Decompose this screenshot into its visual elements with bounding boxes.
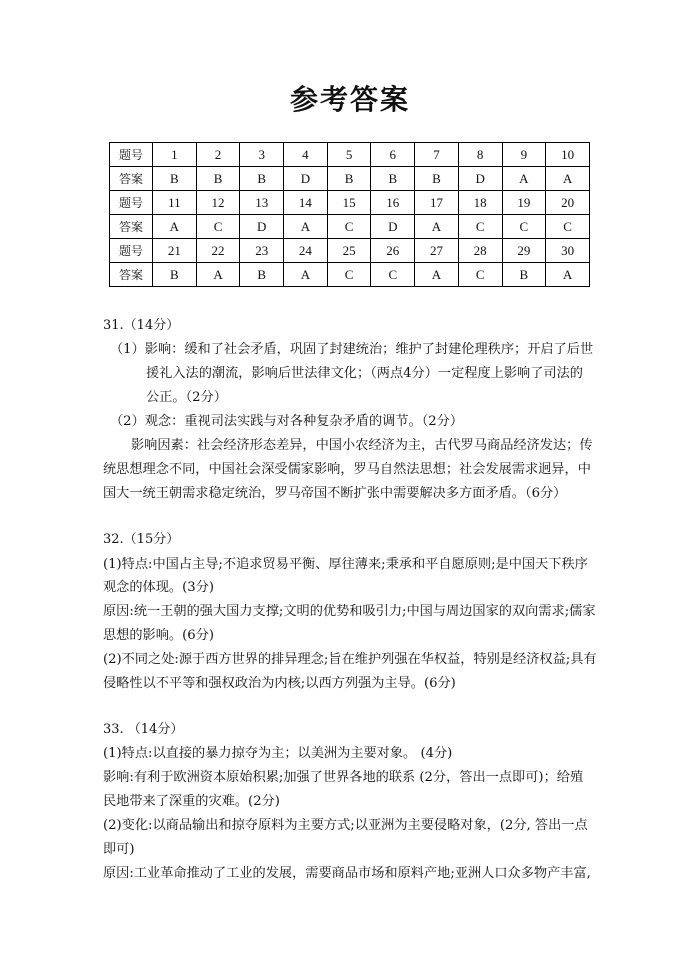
table-cell: 14	[284, 191, 328, 215]
table-cell: 18	[458, 191, 502, 215]
q31-header: 31.（14分）	[103, 318, 180, 333]
q31-line: 国大一统王朝需求稳定统治，罗马帝国不断扩张中需要解决多方面矛盾。（6分）	[103, 486, 567, 501]
table-cell: 28	[458, 239, 502, 263]
table-cell: 24	[284, 239, 328, 263]
table-cell: 25	[327, 239, 371, 263]
table-cell: A	[284, 215, 328, 239]
table-cell: B	[502, 263, 546, 287]
row-label: 题号	[110, 239, 153, 263]
table-cell: B	[153, 167, 197, 191]
q33-line: (1)特点:以直接的暴力掠夺为主；以美洲为主要对象。 (4分)	[103, 746, 453, 761]
table-cell: A	[415, 215, 459, 239]
row-label: 题号	[110, 191, 153, 215]
table-row	[110, 215, 590, 239]
table-cell: B	[327, 167, 371, 191]
table-cell: 8	[458, 143, 502, 167]
table-cell: 21	[153, 239, 197, 263]
table-cell: 6	[371, 143, 415, 167]
q33-line: 即可)	[103, 842, 135, 857]
table-cell: A	[415, 263, 459, 287]
q31-line: （2）观念：重视司法实践与对各种复杂矛盾的调节。（2分）	[110, 414, 464, 429]
q32-line: (2)不同之处:源于西方世界的排异理念;旨在维护列强在华权益，特别是经济权益;具有	[103, 652, 597, 667]
table-cell: D	[371, 215, 415, 239]
table-cell: 30	[546, 239, 590, 263]
table-cell: D	[284, 167, 328, 191]
table-cell: B	[153, 263, 197, 287]
table-cell: 22	[196, 239, 240, 263]
page-title: 参考答案	[289, 83, 410, 116]
table-cell: A	[284, 263, 328, 287]
table-row	[110, 263, 590, 287]
table-cell: 20	[546, 191, 590, 215]
table-cell: D	[458, 167, 502, 191]
table-cell: 17	[415, 191, 459, 215]
q33-header: 33. （14分）	[103, 722, 184, 737]
q31-line: 统思想理念不同，中国社会深受儒家影响，罗马自然法思想；社会发展需求迥异，中	[103, 462, 591, 477]
table-cell: 23	[240, 239, 284, 263]
table-cell: 9	[502, 143, 546, 167]
q32-line: 侵略性以不平等和强权政治为内核;以西方列强为主导。(6分)	[103, 676, 456, 691]
table-cell: 4	[284, 143, 328, 167]
q31-line: 援礼入法的潮流，影响后世法律文化；（两点4分）一定程度上影响了司法的	[146, 366, 583, 381]
table-cell: A	[546, 167, 590, 191]
table-cell: B	[240, 263, 284, 287]
table-cell: 29	[502, 239, 546, 263]
q32-line: 思想的影响。(6分)	[103, 628, 214, 643]
table-cell: C	[327, 215, 371, 239]
q33-line: 民地带来了深重的灾难。(2分)	[103, 794, 280, 809]
table-cell: A	[546, 263, 590, 287]
table-cell: 12	[196, 191, 240, 215]
table-cell: B	[371, 167, 415, 191]
table-cell: C	[458, 215, 502, 239]
table-cell: 16	[371, 191, 415, 215]
table-cell: 10	[546, 143, 590, 167]
table-cell: C	[327, 263, 371, 287]
table-row	[110, 167, 590, 191]
table-cell: 27	[415, 239, 459, 263]
table-cell: 19	[502, 191, 546, 215]
table-cell: B	[240, 167, 284, 191]
table-cell: B	[196, 167, 240, 191]
table-cell: D	[240, 215, 284, 239]
table-row	[110, 191, 590, 215]
row-label: 答案	[110, 167, 153, 191]
table-cell: C	[502, 215, 546, 239]
q31-line: 公正。（2分）	[146, 390, 227, 405]
row-label: 答案	[110, 263, 153, 287]
q31-line: （1）影响：缓和了社会矛盾，巩固了封建统治；维护了封建伦理秩序；开启了后世	[110, 342, 594, 357]
q31-line: 影响因素：社会经济形态差异，中国小农经济为主，古代罗马商品经济发达；传	[131, 438, 593, 453]
table-cell: 7	[415, 143, 459, 167]
table-cell: C	[196, 215, 240, 239]
q33-line: 原因:工业革命推动了工业的发展，需要商品市场和原料产地;亚洲人口众多物产丰富,	[103, 866, 591, 881]
table-cell: A	[153, 215, 197, 239]
q32-line: 原因:统一王朝的强大国力支撑;文明的优势和吸引力;中国与周边国家的双向需求;儒家	[103, 604, 596, 619]
table-row	[110, 239, 590, 263]
table-cell: 26	[371, 239, 415, 263]
row-label: 答案	[110, 215, 153, 239]
q32-header: 32.（15分）	[103, 532, 180, 547]
table-cell: 1	[153, 143, 197, 167]
table-cell: C	[546, 215, 590, 239]
table-cell: C	[371, 263, 415, 287]
table-cell: A	[196, 263, 240, 287]
table-row	[110, 143, 590, 167]
table-cell: B	[415, 167, 459, 191]
answer-table	[109, 142, 590, 287]
row-label: 题号	[110, 143, 153, 167]
q32-line: (1)特点:中国占主导;不追求贸易平衡、厚往薄来;秉承和平自愿原则;是中国天下秩序	[103, 557, 588, 572]
table-cell: C	[458, 263, 502, 287]
q33-line: (2)变化:以商品输出和掠夺原料为主要方式;以亚洲为主要侵略对象，(2分, 答出一点	[103, 818, 588, 833]
table-cell: 11	[153, 191, 197, 215]
table-cell: 2	[196, 143, 240, 167]
q33-line: 影响:有利于欧洲资本原始积累;加强了世界各地的联系 (2分，答出一点即可)；给殖	[103, 770, 584, 785]
q32-line: 观念的体现。(3分)	[103, 580, 214, 595]
table-cell: 15	[327, 191, 371, 215]
table-cell: 3	[240, 143, 284, 167]
table-cell: A	[502, 167, 546, 191]
table-cell: 5	[327, 143, 371, 167]
table-cell: 13	[240, 191, 284, 215]
